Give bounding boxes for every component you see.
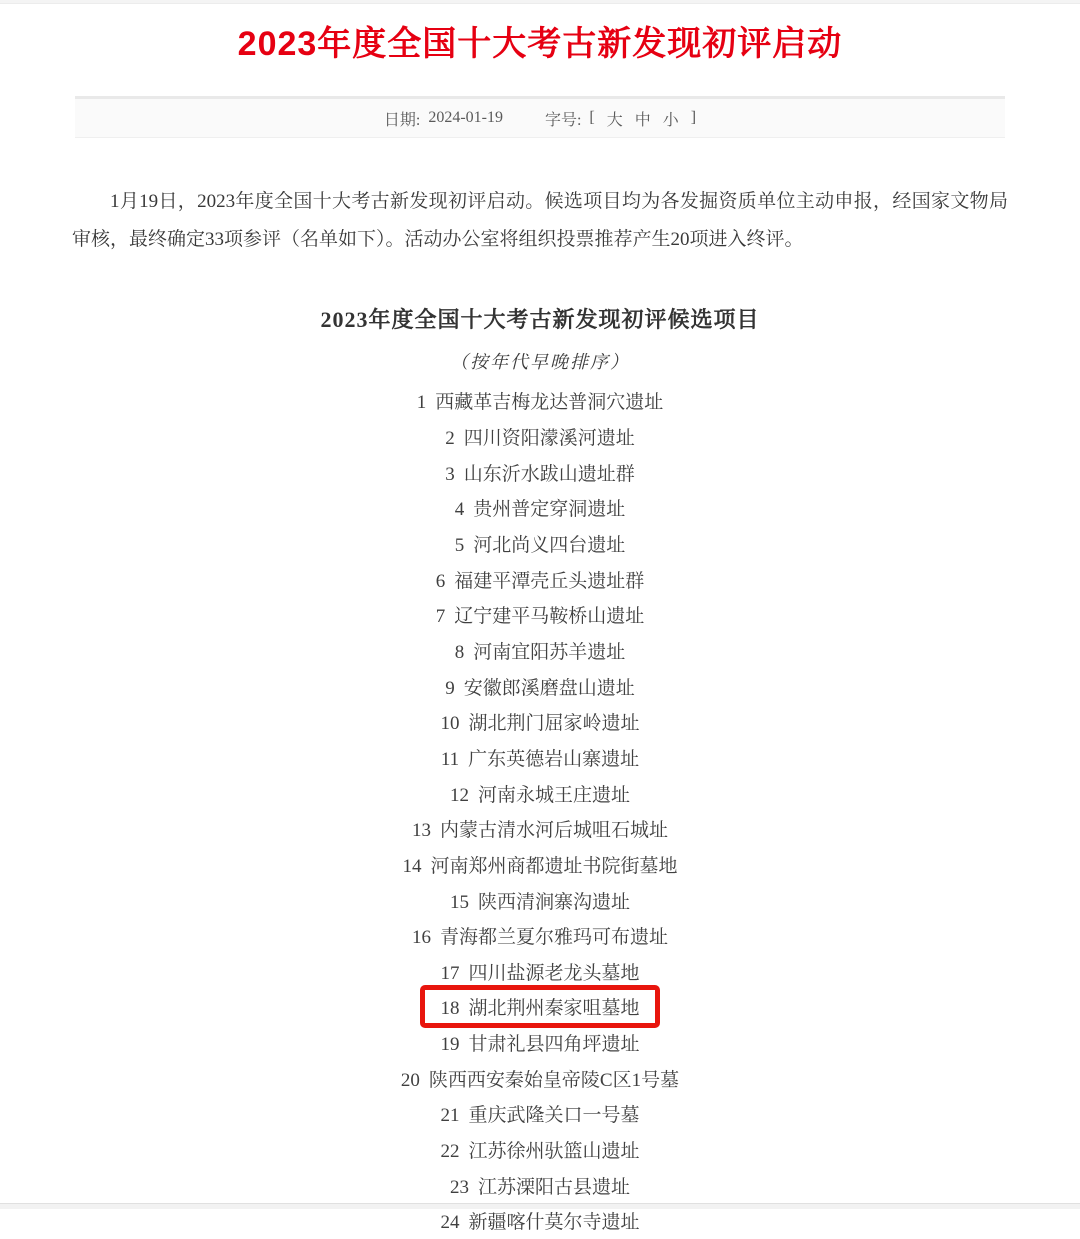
- item-text: [445, 459, 635, 486]
- item-text: [440, 958, 639, 985]
- fontsize-label: 字号:: [544, 111, 582, 129]
- date-label: 日期:: [383, 111, 421, 129]
- item-text: [450, 887, 630, 914]
- item-name: 西藏革吉梅龙达普洞穴遗址: [435, 392, 664, 414]
- item-name: 陕西西安秦始皇帝陵C区1号墓: [428, 1069, 680, 1091]
- list-item: [72, 918, 1008, 954]
- item-number: 16: [411, 927, 431, 949]
- item-text: [440, 1207, 639, 1234]
- fontsize-option-small[interactable]: 小: [662, 111, 679, 129]
- item-text: [445, 423, 635, 450]
- item-name: 内蒙古清水河后城咀石城址: [439, 820, 668, 842]
- item-name: 四川盐源老龙头墓地: [468, 962, 640, 984]
- item-text: [401, 1065, 679, 1092]
- item-text: [436, 566, 645, 593]
- fontsize-option-medium[interactable]: 中: [634, 111, 651, 129]
- item-name: 安徽郎溪磨盘山遗址: [463, 677, 635, 699]
- date-value: 2024-01-19: [428, 109, 503, 126]
- candidate-list-heading: 2023年度全国十大考古新发现初评候选项目: [320, 307, 760, 332]
- item-number: 8: [454, 641, 465, 663]
- viewport-bottom-strip: [0, 1203, 1080, 1209]
- item-name: 山东沂水跋山遗址群: [463, 463, 635, 485]
- item-name: 陕西清涧寨沟遗址: [477, 891, 630, 913]
- item-name: 福建平潭壳丘头遗址群: [454, 570, 645, 592]
- fontsize-option-large[interactable]: 大: [606, 111, 623, 129]
- item-number: 4: [454, 499, 465, 521]
- item-number: 10: [440, 713, 460, 735]
- list-item: [72, 740, 1008, 776]
- item-text: [455, 494, 626, 521]
- item-name: 湖北荆门屈家岭遗址: [468, 713, 640, 735]
- item-text: [450, 1172, 630, 1199]
- item-name: 河北尚义四台遗址: [473, 534, 626, 556]
- item-number: 12: [449, 784, 469, 806]
- item-name: 重庆武隆关口一号墓: [468, 1105, 640, 1127]
- item-text: [436, 601, 645, 628]
- item-name: 湖北荆州秦家咀墓地: [468, 998, 640, 1020]
- item-name: 甘肃礼县四角坪遗址: [468, 1034, 640, 1056]
- list-item: [72, 811, 1008, 847]
- list-item: [72, 633, 1008, 669]
- item-text: [440, 708, 639, 735]
- bracket-close: ]: [690, 109, 697, 126]
- list-item: [72, 383, 1008, 419]
- list-item: [72, 526, 1008, 562]
- list-item: [72, 989, 1008, 1025]
- item-text: [440, 1100, 639, 1127]
- item-name: 江苏徐州驮篮山遗址: [468, 1141, 640, 1163]
- fontsize-group: [545, 107, 696, 130]
- list-item: [72, 954, 1008, 990]
- fontsize-options: [589, 107, 696, 130]
- article-body: [72, 183, 1008, 1239]
- item-number: 5: [454, 534, 465, 556]
- item-number: 21: [440, 1105, 460, 1127]
- viewport-top-strip: [0, 0, 1080, 4]
- item-number: 1: [416, 392, 427, 414]
- item-number: 22: [440, 1141, 460, 1163]
- candidate-list: [72, 383, 1008, 1239]
- list-item: [72, 1132, 1008, 1168]
- list-item: [72, 490, 1008, 526]
- item-name: 四川资阳濛溪河遗址: [463, 427, 635, 449]
- candidate-list-subheading: （按年代早晚排序）: [450, 352, 630, 372]
- item-number: 20: [400, 1069, 420, 1091]
- item-text: [440, 1136, 639, 1163]
- list-item: [72, 704, 1008, 740]
- item-text: [417, 387, 664, 414]
- item-number: 7: [435, 606, 446, 628]
- item-text: [455, 530, 626, 557]
- list-item: [72, 668, 1008, 704]
- item-text: [402, 851, 677, 878]
- item-text: [455, 637, 626, 664]
- list-item: [72, 882, 1008, 918]
- item-text: [450, 780, 630, 807]
- list-item: [72, 1096, 1008, 1132]
- item-text: [412, 815, 668, 842]
- item-number: 15: [449, 891, 469, 913]
- bracket-open: [: [589, 109, 595, 126]
- item-name: 河南郑州商都遗址书院街墓地: [430, 855, 678, 877]
- item-name: 辽宁建平马鞍桥山遗址: [454, 606, 645, 628]
- item-number: 3: [445, 463, 455, 485]
- item-number: 14: [402, 855, 422, 877]
- page-title: 2023年度全国十大考古新发现初评启动: [237, 25, 843, 63]
- item-text: [412, 922, 668, 949]
- item-number: 19: [440, 1034, 460, 1056]
- item-name: 河南宜阳苏羊遗址: [473, 641, 626, 663]
- item-number: 9: [445, 677, 455, 699]
- item-name: 广东英德岩山寨遗址: [468, 748, 640, 770]
- list-item: [72, 561, 1008, 597]
- date-group: [384, 107, 503, 130]
- item-text: [441, 744, 639, 771]
- item-number: 6: [435, 570, 446, 592]
- item-number: 17: [440, 962, 460, 984]
- item-number: 13: [411, 820, 431, 842]
- item-name: 贵州普定穿洞遗址: [473, 499, 626, 521]
- list-item: [72, 1167, 1008, 1203]
- item-name: 江苏溧阳古县遗址: [477, 1176, 630, 1198]
- item-name: 新疆喀什莫尔寺遗址: [468, 1212, 640, 1234]
- list-item: [72, 419, 1008, 455]
- list-item: [72, 1025, 1008, 1061]
- item-number: 2: [445, 427, 455, 449]
- highlight-box: [420, 985, 659, 1028]
- item-text: [445, 673, 635, 700]
- item-name: 青海都兰夏尔雅玛可布遗址: [439, 927, 668, 949]
- list-item: [72, 1060, 1008, 1096]
- item-name: 河南永城王庄遗址: [477, 784, 630, 806]
- list-item: [72, 775, 1008, 811]
- list-item: [72, 597, 1008, 633]
- list-item: [72, 454, 1008, 490]
- item-number: 18: [440, 998, 460, 1020]
- article-meta-bar: [75, 96, 1005, 138]
- item-text: [440, 1029, 639, 1056]
- list-item: [72, 847, 1008, 883]
- lead-paragraph: 1月19日，2023年度全国十大考古新发现初评启动。候选项目均为各发掘资质单位主动申报，经国家文物局审核，最终确定33项参评（名单如下）。活动办公室将组织投票推荐产生20项进入终评。: [72, 191, 1008, 250]
- item-number: 24: [440, 1212, 460, 1234]
- item-number: 23: [449, 1176, 469, 1198]
- item-number: 11: [440, 748, 460, 770]
